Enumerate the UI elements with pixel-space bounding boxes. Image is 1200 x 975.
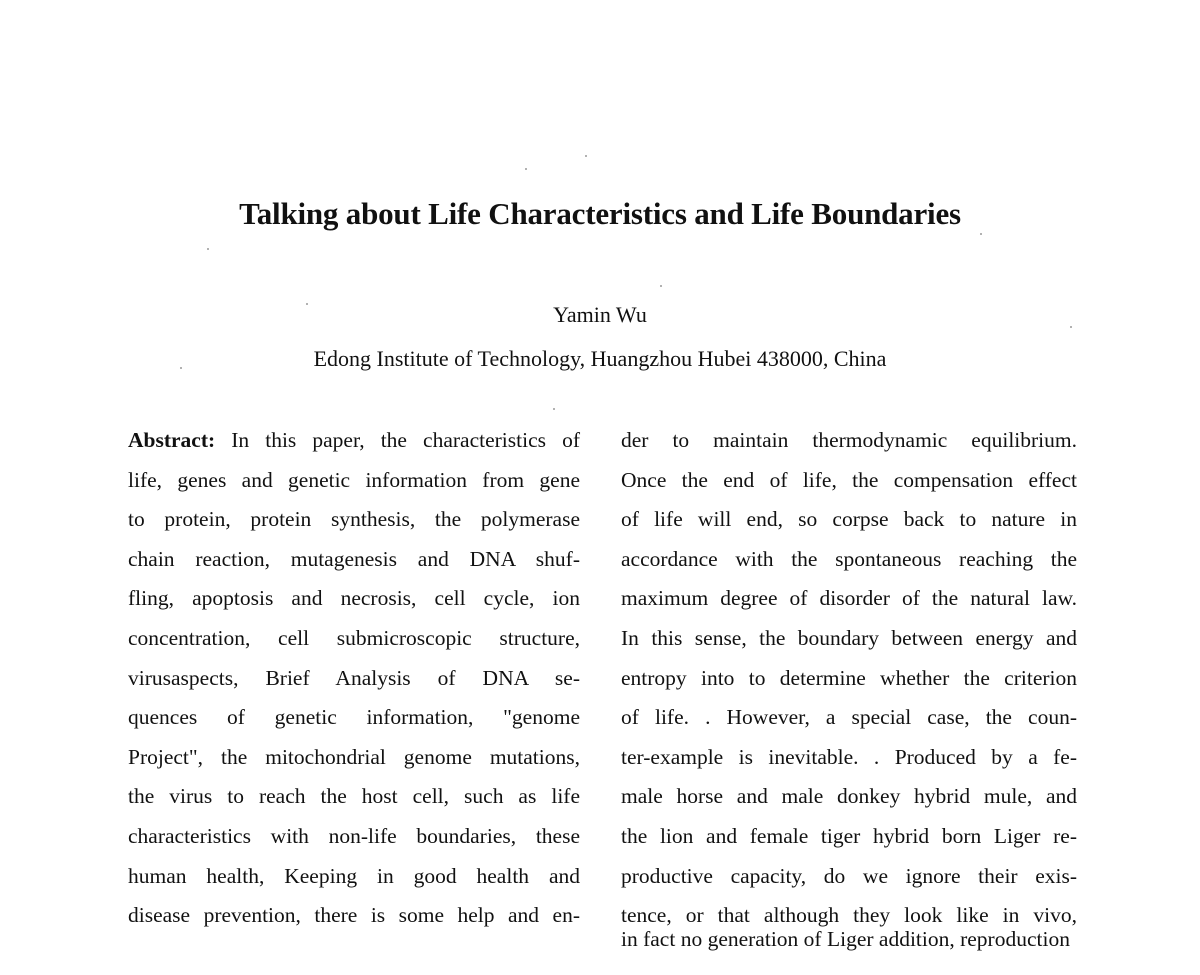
- abstract-line: ter-example is inevitable. . Produced by a fe-: [621, 744, 1077, 769]
- abstract-line: entropy into to determine whether the criterion: [621, 665, 1077, 690]
- abstract-line: In this sense, the boundary between energy and: [621, 625, 1077, 650]
- scan-speck: [525, 168, 527, 170]
- abstract-line: Once the end of life, the compensation effect: [621, 467, 1077, 492]
- abstract-line: the virus to reach the host cell, such as life: [128, 784, 580, 809]
- abstract-line: male horse and male donkey hybrid mule, and: [621, 784, 1077, 809]
- abstract-line: quences of genetic information, "genome: [128, 705, 580, 730]
- abstract-line: disease prevention, there is some help and en-: [128, 903, 580, 928]
- abstract-right-column: [621, 421, 1077, 951]
- scan-speck: [306, 303, 308, 305]
- scan-speck: [1070, 326, 1072, 328]
- author-name: Yamin Wu: [553, 302, 647, 327]
- abstract-left-column: [128, 421, 580, 936]
- scan-speck: [660, 285, 662, 287]
- abstract-line: productive capacity, do we ignore their exis-: [621, 863, 1077, 888]
- abstract-line: Abstract: In this paper, the characteristics of: [128, 428, 580, 452]
- abstract-line: life, genes and genetic information from gene: [128, 467, 580, 492]
- abstract-line: virusaspects, Brief Analysis of DNA se-: [128, 665, 580, 690]
- abstract-line-clipped: in fact no generation of Liger addition, reproduction: [621, 926, 1070, 951]
- abstract-line: Project", the mitochondrial genome mutations,: [128, 744, 580, 769]
- paper-title: Talking about Life Characteristics and Life Boundaries: [239, 196, 961, 231]
- scan-speck: [207, 248, 209, 250]
- abstract-line: der to maintain thermodynamic equilibrium.: [621, 428, 1077, 452]
- abstract-line: of life. . However, a special case, the coun-: [621, 705, 1077, 730]
- abstract-line: of life will end, so corpse back to nature in: [621, 507, 1077, 532]
- abstract-line: tence, or that although they look like in vivo,: [621, 903, 1077, 928]
- abstract-line: fling, apoptosis and necrosis, cell cycle, ion: [128, 586, 580, 611]
- scan-speck: [553, 408, 555, 410]
- abstract-line: the lion and female tiger hybrid born Liger re-: [621, 823, 1077, 848]
- abstract-line: characteristics with non-life boundaries, these: [128, 823, 580, 848]
- scan-speck: [585, 155, 587, 157]
- abstract-line: to protein, protein synthesis, the polymerase: [128, 507, 580, 532]
- author-affiliation: Edong Institute of Technology, Huangzhou Hubei 438000, China: [313, 346, 887, 371]
- abstract-line: human health, Keeping in good health and: [128, 863, 580, 888]
- abstract-line: accordance with the spontaneous reaching the: [621, 546, 1077, 571]
- scan-speck: [180, 367, 182, 369]
- abstract-label: Abstract:: [128, 428, 216, 452]
- abstract-line: chain reaction, mutagenesis and DNA shuf-: [128, 546, 580, 571]
- abstract-line: maximum degree of disorder of the natural law.: [621, 586, 1077, 611]
- scan-speck: [980, 233, 982, 235]
- abstract-line: concentration, cell submicroscopic structure,: [128, 625, 580, 650]
